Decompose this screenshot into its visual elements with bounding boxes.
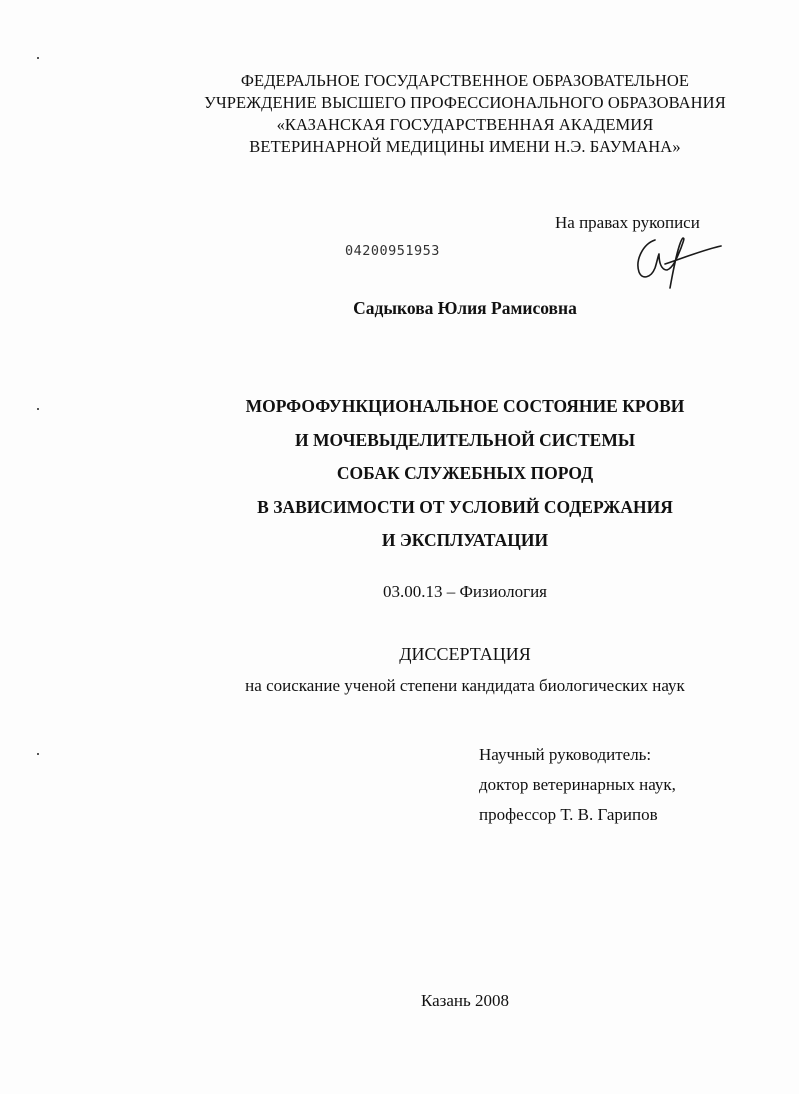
institution-line: «КАЗАНСКАЯ ГОСУДАРСТВЕННАЯ АКАДЕМИЯ [276, 115, 654, 134]
title-line: МОРФОФУНКЦИОНАЛЬНОЕ СОСТОЯНИЕ КРОВИ [245, 396, 685, 416]
supervisor-block [479, 740, 676, 830]
supervisor-label: Научный руководитель: [479, 745, 652, 764]
document-type: ДИССЕРТАЦИЯ [399, 644, 531, 664]
institution-header [150, 70, 780, 158]
supervisor-degree: доктор ветеринарных наук, [479, 775, 676, 794]
manuscript-rights-note: На правах рукописи [555, 213, 700, 232]
title-line: СОБАК СЛУЖЕБНЫХ ПОРОД [336, 463, 594, 483]
scan-dot [37, 57, 39, 59]
institution-line: УЧРЕЖДЕНИЕ ВЫСШЕГО ПРОФЕССИОНАЛЬНОГО ОБРАЗОВАНИЯ [204, 93, 726, 112]
dissertation-title [200, 390, 730, 558]
title-line: И ЭКСПЛУАТАЦИИ [381, 530, 549, 550]
specialty-code: 03.00.13 – Физиология [383, 582, 547, 601]
city-year: Казань 2008 [420, 991, 510, 1010]
stamp-number: 04200951953 [345, 243, 440, 259]
supervisor-name: профессор Т. В. Гарипов [479, 805, 658, 824]
author-name: Садыкова Юлия Рамисовна [353, 298, 577, 318]
institution-line: ФЕДЕРАЛЬНОЕ ГОСУДАРСТВЕННОЕ ОБРАЗОВАТЕЛЬНОЕ [240, 71, 690, 90]
institution-line: ВЕТЕРИНАРНОЙ МЕДИЦИНЫ ИМЕНИ Н.Э. БАУМАНА» [249, 137, 681, 156]
title-line: И МОЧЕВЫДЕЛИТЕЛЬНОЙ СИСТЕМЫ [294, 429, 636, 450]
handwritten-signature [625, 228, 725, 300]
title-line: В ЗАВИСИМОСТИ ОТ УСЛОВИЙ СОДЕРЖАНИЯ [257, 496, 673, 517]
degree-sought: на соискание ученой степени кандидата биологических наук [245, 676, 685, 695]
scan-dot [37, 753, 39, 755]
scan-dot [37, 408, 39, 410]
